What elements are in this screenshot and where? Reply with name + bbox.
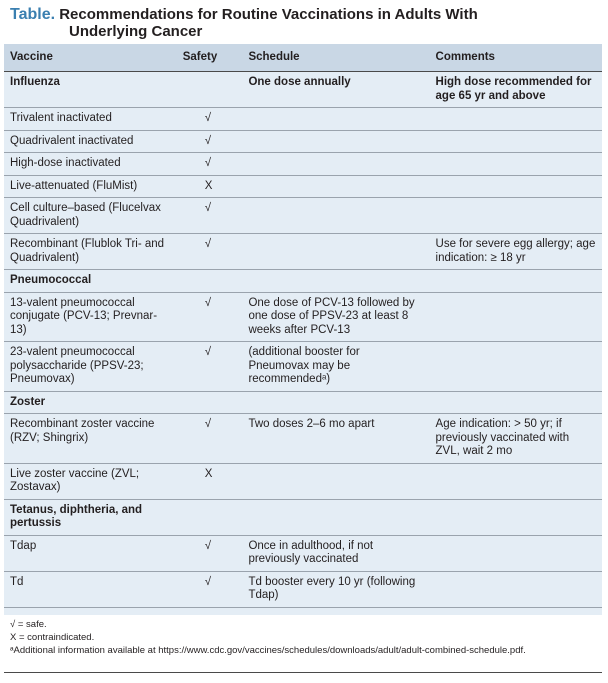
section-row <box>4 391 602 414</box>
cell-comments: Use for severe egg allergy; age indication: ≥ 18 yr <box>430 234 602 270</box>
cell-safety: √ <box>177 153 243 176</box>
cell-schedule <box>242 391 429 414</box>
cell-comments <box>430 175 602 198</box>
cell-comments <box>430 463 602 499</box>
cell-comments <box>430 108 602 131</box>
cell-comments <box>430 153 602 176</box>
vaccination-table <box>4 44 602 608</box>
cell-schedule <box>242 270 429 293</box>
cell-comments <box>430 198 602 234</box>
footnote-additional-info: ᵃAdditional information available at https://www.cdc.gov/vaccines/schedules/downloads/adult/adult-combined-schedule.pdf. <box>10 645 526 656</box>
bottom-rule <box>4 672 602 673</box>
cell-comments <box>430 391 602 414</box>
table-row <box>4 130 602 153</box>
cell-schedule <box>242 108 429 131</box>
cell-safety: √ <box>177 234 243 270</box>
cell-vaccine: Pneumococcal <box>4 270 177 293</box>
table-row <box>4 198 602 234</box>
table-label: Table. <box>10 6 56 23</box>
cell-schedule: Once in adulthood, if not previously vaccinated <box>242 535 429 571</box>
cell-safety: √ <box>177 414 243 464</box>
cell-vaccine: Tetanus, diphtheria, and pertussis <box>4 499 177 535</box>
cell-safety: X <box>177 463 243 499</box>
cell-safety: √ <box>177 130 243 153</box>
table-row <box>4 535 602 571</box>
cell-vaccine: Cell culture–based (Flucelvax Quadrivalent) <box>4 198 177 234</box>
cell-schedule <box>242 198 429 234</box>
footnote-safe: √ = safe. <box>10 619 47 630</box>
table-row <box>4 292 602 342</box>
table-row <box>4 342 602 392</box>
header-safety: Safety <box>177 44 243 72</box>
cell-schedule: Td booster every 10 yr (following Tdap) <box>242 571 429 607</box>
cell-vaccine: 23-valent pneumococcal polysaccharide (PPSV-23; Pneumovax) <box>4 342 177 392</box>
footnote-contraindicated: X = contraindicated. <box>10 632 95 643</box>
cell-vaccine: Recombinant (Flublok Tri- and Quadrivalent) <box>4 234 177 270</box>
cell-comments <box>430 499 602 535</box>
cell-schedule <box>242 234 429 270</box>
cell-safety: √ <box>177 108 243 131</box>
cell-vaccine: Recombinant zoster vaccine (RZV; Shingrix) <box>4 414 177 464</box>
cell-safety <box>177 270 243 293</box>
cell-safety: √ <box>177 292 243 342</box>
cell-schedule: (additional booster for Pneumovax may be recommendedᵃ) <box>242 342 429 392</box>
cell-comments <box>430 130 602 153</box>
cell-vaccine: 13-valent pneumococcal conjugate (PCV-13; Prevnar-13) <box>4 292 177 342</box>
table-row <box>4 175 602 198</box>
table-row <box>4 414 602 464</box>
cell-safety: √ <box>177 535 243 571</box>
table-row <box>4 153 602 176</box>
section-row <box>4 499 602 535</box>
cell-vaccine: Td <box>4 571 177 607</box>
section-row <box>4 72 602 108</box>
header-schedule: Schedule <box>242 44 429 72</box>
cell-vaccine: Influenza <box>4 72 177 108</box>
section-row <box>4 270 602 293</box>
table-title <box>0 0 608 42</box>
cell-schedule <box>242 153 429 176</box>
title-line-2: Underlying Cancer <box>69 23 203 40</box>
cell-vaccine: Quadrivalent inactivated <box>4 130 177 153</box>
cell-comments <box>430 270 602 293</box>
cell-schedule <box>242 175 429 198</box>
footnotes <box>10 618 602 657</box>
title-line-1: Recommendations for Routine Vaccinations in Adults With <box>55 6 478 23</box>
cell-safety <box>177 499 243 535</box>
cell-vaccine: High-dose inactivated <box>4 153 177 176</box>
cell-vaccine: Live-attenuated (FluMist) <box>4 175 177 198</box>
cell-schedule: One dose annually <box>242 72 429 108</box>
cell-comments <box>430 571 602 607</box>
table-row <box>4 108 602 131</box>
header-row <box>4 44 602 72</box>
header-vaccine: Vaccine <box>4 44 177 72</box>
cell-schedule <box>242 463 429 499</box>
cell-safety: √ <box>177 342 243 392</box>
cell-safety: √ <box>177 198 243 234</box>
cell-vaccine: Tdap <box>4 535 177 571</box>
cell-vaccine: Trivalent inactivated <box>4 108 177 131</box>
cell-comments <box>430 292 602 342</box>
cell-schedule <box>242 499 429 535</box>
cell-comments <box>430 342 602 392</box>
cell-safety <box>177 391 243 414</box>
cell-safety: X <box>177 175 243 198</box>
cell-vaccine: Live zoster vaccine (ZVL; Zostavax) <box>4 463 177 499</box>
cell-schedule: Two doses 2–6 mo apart <box>242 414 429 464</box>
cell-schedule <box>242 130 429 153</box>
header-comments: Comments <box>430 44 602 72</box>
cell-schedule: One dose of PCV-13 followed by one dose of PPSV-23 at least 8 weeks after PCV-13 <box>242 292 429 342</box>
table-row <box>4 463 602 499</box>
table-body <box>4 72 602 608</box>
table-row <box>4 571 602 607</box>
cell-safety <box>177 72 243 108</box>
cell-safety: √ <box>177 571 243 607</box>
cell-vaccine: Zoster <box>4 391 177 414</box>
cell-comments <box>430 535 602 571</box>
cell-comments: Age indication: > 50 yr; if previously vaccinated with ZVL, wait 2 mo <box>430 414 602 464</box>
table-row <box>4 234 602 270</box>
vaccination-table-container <box>4 44 602 615</box>
cell-comments: High dose recommended for age 65 yr and above <box>430 72 602 108</box>
